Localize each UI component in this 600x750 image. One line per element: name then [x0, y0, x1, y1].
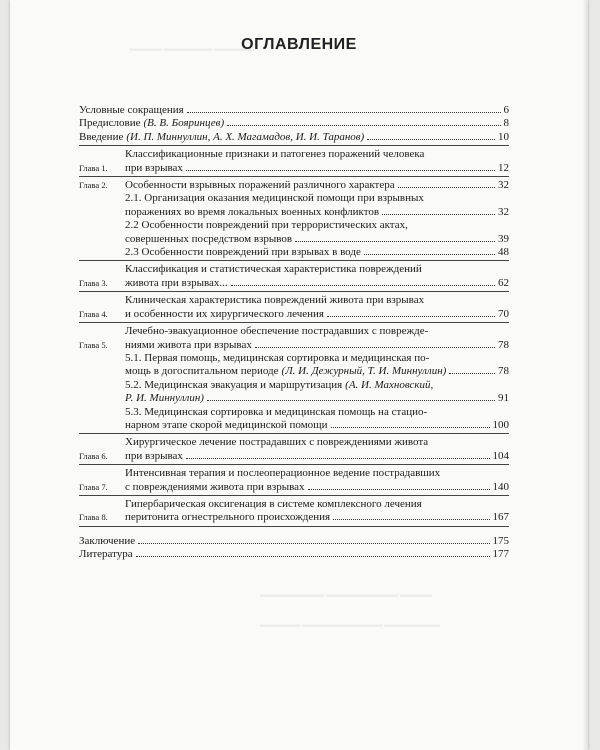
- page-title: ОГЛАВЛЕНИЕ: [241, 36, 357, 53]
- toc-entry-title-line: поражениях во время локальных военных конфликтов: [125, 205, 380, 218]
- page-number: 175: [492, 534, 509, 547]
- divider: [79, 176, 509, 177]
- toc-entry-title-line: Хирургическое лечение пострадавших с повреждениями живота: [125, 436, 429, 449]
- book-page: [10, 0, 588, 750]
- divider: [79, 433, 509, 434]
- leader-dots: [449, 373, 495, 374]
- page-number: 10: [498, 130, 509, 143]
- divider: [79, 526, 509, 527]
- leader-dots: [382, 214, 495, 215]
- toc-entry-title-line: Интенсивная терапия и послеоперационное ведение пострадавших: [125, 467, 441, 480]
- chapter-label: Глава 8.: [79, 512, 108, 523]
- toc-entry-title-line: 5.2. Медицинская эвакуация и маршрутизация: [125, 378, 343, 391]
- page-number: 32: [498, 179, 509, 192]
- leader-dots: [327, 316, 495, 317]
- toc-entry-title: Литература: [79, 548, 133, 561]
- toc-entry-title-line: Особенности взрывных поражений различного характера: [125, 179, 395, 192]
- toc-entry-chapter-4[interactable]: [79, 294, 509, 321]
- toc-entry-title-line: 2.2 Особенности повреждений при террористических актах,: [125, 219, 408, 232]
- page-number: 78: [498, 338, 509, 351]
- page-number: 177: [492, 548, 509, 561]
- chapter-label: Глава 7.: [79, 481, 108, 492]
- chapter-label: Глава 6.: [79, 450, 108, 461]
- page-number: 6: [503, 104, 509, 116]
- leader-dots: [295, 241, 495, 242]
- toc-entry-authors: (Л. И. Дежурный, Т. И. Миннуллин): [281, 365, 447, 378]
- chapter-label: Глава 1.: [79, 162, 108, 173]
- leader-dots: [207, 400, 495, 401]
- toc-entry-authors: (В. В. Бояринцев): [143, 117, 225, 130]
- toc-entry-title-line: 2.1. Организация оказания медицинской помощи при взрывных: [125, 192, 424, 205]
- toc-entry-title-line: 5.1. Первая помощь, медицинская сортировка и медицинская по-: [125, 351, 430, 364]
- bleed-through-text: ▬▬▬▬▬▬▬▬ ▬▬▬▬▬▬▬▬▬ ▬▬▬▬: [260, 590, 432, 599]
- leader-dots: [227, 125, 500, 126]
- page-number: 167: [492, 511, 509, 524]
- toc-entry-authors: (А. И. Махновский,: [345, 378, 434, 391]
- table-of-contents: [79, 104, 509, 562]
- divider: [79, 145, 509, 146]
- toc-entry-section-2-2[interactable]: [79, 219, 509, 246]
- toc-entry-section-5-2[interactable]: [79, 379, 509, 406]
- toc-entry-section-2-1[interactable]: [79, 192, 509, 219]
- divider: [79, 291, 509, 292]
- page-number: 12: [498, 161, 509, 174]
- leader-dots: [398, 187, 495, 188]
- toc-entry-title: Предисловие: [79, 117, 141, 130]
- chapter-label: Глава 5.: [79, 339, 108, 350]
- toc-entry-title: Условные сокращения: [79, 104, 184, 116]
- chapter-label: Глава 4.: [79, 308, 108, 319]
- toc-entry-title-line: Клиническая характеристика повреждений живота при взрывах: [125, 294, 425, 307]
- toc-entry-title-line: совершенных посредством взрывов: [125, 232, 293, 245]
- page-number: 70: [498, 307, 509, 320]
- page-number: 100: [492, 418, 509, 431]
- toc-entry-section-5-1[interactable]: [79, 352, 509, 379]
- leader-dots: [333, 519, 489, 520]
- divider: [79, 464, 509, 465]
- bleed-through-text: ▬▬▬▬ ▬▬▬▬▬▬ ▬▬▬▬▬: [130, 44, 254, 53]
- toc-entry-chapter-2[interactable]: [79, 179, 509, 192]
- toc-entry-title-line: перитонита огнестрельного происхождения: [125, 511, 331, 524]
- toc-entry-title-line: и особенности их хирургического лечения: [125, 307, 324, 320]
- toc-entry-abbreviations[interactable]: [79, 104, 509, 117]
- toc-entry-chapter-3[interactable]: [79, 263, 509, 290]
- toc-entry-section-5-3[interactable]: [79, 406, 509, 433]
- divider: [79, 495, 509, 496]
- toc-entry-authors: (И. П. Миннуллин, А. Х. Магамадов, И. И. Таранов): [126, 130, 365, 143]
- page-number: 39: [498, 232, 509, 245]
- toc-entry-title-line: Классификационные признаки и патогенез поражений человека: [125, 148, 425, 161]
- divider: [79, 322, 509, 323]
- toc-entry-title-line: Гипербарическая оксигенация в системе комплексного лечения: [125, 497, 422, 510]
- toc-entry-chapter-8[interactable]: [79, 498, 509, 525]
- leader-dots: [308, 489, 490, 490]
- page-number: 62: [498, 276, 509, 289]
- leader-dots: [255, 347, 495, 348]
- leader-dots: [187, 112, 501, 113]
- page-number: 8: [503, 117, 509, 130]
- page-number: 91: [498, 392, 509, 405]
- page-number: 104: [492, 449, 509, 462]
- page-number: 32: [498, 205, 509, 218]
- toc-entry-title-line: 2.3 Особенности повреждений при взрывах в воде: [125, 246, 361, 259]
- leader-dots: [136, 556, 490, 557]
- toc-entry-chapter-5[interactable]: [79, 325, 509, 352]
- chapter-label: Глава 2.: [79, 180, 108, 191]
- leader-dots: [367, 139, 495, 140]
- toc-entry-title-line: Лечебно-эвакуационное обеспечение пострадавших с поврежде-: [125, 325, 429, 338]
- toc-entry-title-line: при взрывах: [125, 161, 183, 174]
- divider: [79, 260, 509, 261]
- toc-entry-chapter-6[interactable]: [79, 436, 509, 463]
- chapter-label: Глава 3.: [79, 277, 108, 288]
- toc-entry-section-2-3[interactable]: [79, 246, 509, 259]
- leader-dots: [186, 458, 490, 459]
- leader-dots: [186, 170, 495, 171]
- toc-entry-title-line: ниями живота при взрывах: [125, 338, 252, 351]
- toc-entry-preface[interactable]: [79, 117, 509, 130]
- toc-entry-title-line: при взрывах: [125, 449, 183, 462]
- toc-entry-introduction[interactable]: [79, 131, 509, 144]
- toc-entry-title-line: мощь в догоспитальном периоде: [125, 365, 279, 378]
- toc-entry-title: Введение: [79, 130, 124, 143]
- leader-dots: [331, 427, 490, 428]
- toc-entry-title-line: Классификация и статистическая характеристика повреждений: [125, 263, 422, 276]
- toc-entry-title-line: 5.3. Медицинская сортировка и медицинская помощь на стацио-: [125, 405, 428, 418]
- leader-dots: [138, 543, 489, 544]
- toc-entry-chapter-1[interactable]: [79, 148, 509, 175]
- toc-entry-title: Заключение: [79, 534, 136, 547]
- toc-entry-authors: Р. И. Миннуллин): [125, 392, 204, 405]
- leader-dots: [231, 285, 495, 286]
- page-number: 78: [498, 365, 509, 378]
- bleed-through-text: ▬▬▬▬▬ ▬▬▬▬▬▬▬▬▬▬ ▬▬▬▬▬▬▬: [260, 620, 440, 629]
- toc-entry-title-line: живота при взрывах...: [125, 276, 228, 289]
- toc-entry-chapter-7[interactable]: [79, 467, 509, 494]
- toc-entry-conclusion[interactable]: [79, 535, 509, 548]
- toc-entry-title-line: нарном этапе скорой медицинской помощи: [125, 418, 328, 431]
- page-number: 48: [498, 246, 509, 259]
- page-number: 140: [492, 480, 509, 493]
- page-spine-shadow: [582, 0, 588, 750]
- toc-entry-title-line: с повреждениями живота при взрывах: [125, 480, 305, 493]
- toc-entry-literature[interactable]: [79, 548, 509, 561]
- leader-dots: [364, 254, 495, 255]
